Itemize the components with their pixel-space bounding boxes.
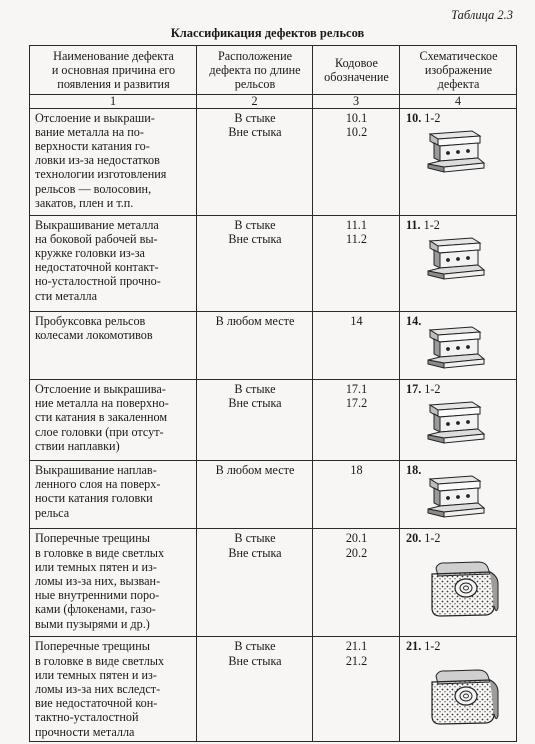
defect-name-line: ленного слоя на поверх- — [35, 477, 161, 492]
table-row — [30, 461, 517, 529]
table-row — [30, 215, 517, 311]
code-line: 20.1 — [345, 531, 368, 546]
code-cell — [313, 380, 400, 461]
schematic-label: 17. 1-2 — [406, 382, 441, 397]
rail-icon — [424, 473, 512, 526]
defect-name-line: колесами локомотивов — [35, 327, 153, 342]
defect-name-line: на боковой рабочей вы- — [35, 231, 158, 246]
defect-name-cell — [30, 108, 197, 215]
code-line: 18 — [350, 463, 363, 478]
defect-name-line: ломы из-за них вследст- — [35, 682, 161, 697]
schematic-cell — [400, 215, 517, 311]
defect-name-line: недостаточной контакт- — [35, 260, 159, 275]
table-number: Таблица 2.3 — [451, 8, 513, 22]
defect-name-line: слое головки (при отсут- — [35, 424, 164, 439]
defect-name-line: но-усталостной прочно- — [35, 274, 161, 289]
defect-name-line: прочности металла — [35, 724, 135, 739]
column-number: 2 — [197, 94, 313, 108]
code-line: 11.2 — [346, 231, 367, 246]
defect-name-line: вание металла на по- — [35, 124, 144, 139]
location-line: Вне стыка — [228, 396, 282, 411]
location-line: Вне стыка — [228, 545, 282, 560]
location-line: Вне стыка — [228, 653, 282, 668]
rail-cross-section-icon — [426, 668, 512, 729]
schematic-label: 10. 1-2 — [406, 110, 441, 125]
defect-name-cell — [30, 637, 197, 741]
table-row — [30, 311, 517, 379]
schematic-cell — [400, 311, 517, 379]
schematic-label: 11. 1-2 — [406, 217, 440, 232]
defect-name-cell — [30, 461, 197, 529]
code-cell — [313, 215, 400, 311]
defect-name-line: сти металла — [35, 288, 97, 303]
location-cell — [197, 380, 313, 461]
defect-name-cell — [30, 529, 197, 637]
location-line: В любом месте — [215, 463, 295, 478]
schematic-label: 14. — [406, 313, 422, 328]
header-row — [30, 46, 517, 95]
defect-name-line: Отслоение и выкраши- — [35, 110, 155, 125]
location-line: В стыке — [234, 110, 276, 125]
defect-name-line: ками (флокенами, газо- — [35, 602, 156, 617]
defect-name-line: в головке в виде светлых — [35, 545, 165, 560]
defect-name-cell — [30, 215, 197, 311]
location-line: Вне стыка — [228, 231, 282, 246]
defect-name-cell — [30, 380, 197, 461]
table-row — [30, 529, 517, 637]
schematic-cell — [400, 461, 517, 529]
schematic-cell — [400, 380, 517, 461]
location-cell — [197, 215, 313, 311]
defect-name-line: Поперечные трещины — [35, 639, 150, 654]
location-cell — [197, 529, 313, 637]
code-line: 17.1 — [345, 382, 368, 397]
defect-name-line: или темных пятен и из- — [35, 667, 157, 682]
defect-name-line: рельсов — волосовин, — [35, 181, 152, 196]
schematic-label: 21. 1-2 — [406, 639, 441, 654]
schematic-label: 20. 1-2 — [406, 531, 441, 546]
schematic-cell — [400, 637, 517, 741]
location-cell — [197, 461, 313, 529]
defect-name-line: выми пузырями и др.) — [35, 616, 150, 631]
code-line: 14 — [350, 313, 363, 328]
location-line: В стыке — [234, 639, 276, 654]
rail-defects-table — [29, 45, 517, 742]
rail-icon — [424, 399, 512, 452]
code-line: 21.2 — [345, 653, 368, 668]
defect-name-line: или темных пятен и из- — [35, 559, 157, 574]
schematic-cell — [400, 529, 517, 637]
table-row — [30, 380, 517, 461]
location-cell — [197, 311, 313, 379]
code-line: 10.1 — [345, 110, 368, 125]
code-line: 11.1 — [346, 217, 367, 232]
defect-name-line: ные внутренними поро- — [35, 588, 160, 603]
code-cell — [313, 461, 400, 529]
location-line: В стыке — [234, 531, 276, 546]
defect-name-line: технологии изготовления — [35, 167, 167, 182]
location-line: Вне стыка — [228, 124, 282, 139]
column-number: 4 — [400, 94, 517, 108]
defect-name-line: ности катания головки — [35, 491, 153, 506]
defect-name-line: рельса — [35, 505, 70, 520]
defect-name-line: ломы из-за них, вызван- — [35, 574, 161, 589]
code-cell — [313, 529, 400, 637]
rail-icon — [424, 324, 512, 377]
table-row — [30, 637, 517, 741]
code-cell — [313, 311, 400, 379]
defect-name-line: Выкрашивание наплав- — [35, 463, 157, 478]
defect-name-line: Отслоение и выкрашива- — [35, 382, 166, 397]
header-schematic: Схематическое изображение дефекта — [400, 46, 517, 95]
location-cell — [197, 108, 313, 215]
defect-name-line: Выкрашивание металла — [35, 217, 159, 232]
rail-icon — [424, 235, 512, 288]
header-code: Кодовое обозначение — [313, 46, 400, 95]
location-line: В стыке — [234, 382, 276, 397]
code-cell — [313, 108, 400, 215]
defect-name-line: ствии наплавки) — [35, 438, 120, 453]
defect-name-cell — [30, 311, 197, 379]
defect-name-line: вие недостаточной кон- — [35, 696, 158, 711]
table-title: Классификация дефектов рельсов — [170, 26, 365, 40]
column-number: 3 — [313, 94, 400, 108]
schematic-cell — [400, 108, 517, 215]
rail-icon — [424, 128, 512, 181]
schematic-label: 18. — [406, 463, 422, 478]
defect-name-line: в головке в виде светлых — [35, 653, 165, 668]
defect-name-line: верхности катания го- — [35, 139, 150, 154]
defect-name-line: закатов, плен и т.п. — [35, 195, 134, 210]
location-line: В стыке — [234, 217, 276, 232]
defect-name-line: тактно-усталостной — [35, 710, 139, 725]
defect-name-line: ловки из-за недостатков — [35, 153, 160, 168]
table-row — [30, 108, 517, 215]
location-line: В любом месте — [215, 313, 295, 328]
code-line: 20.2 — [345, 545, 368, 560]
defect-name-line: Пробуксовка рельсов — [35, 313, 146, 328]
header-location: Расположение дефекта по длине рельсов — [197, 46, 313, 95]
defect-name-line: кружке головки из-за — [35, 246, 145, 261]
code-line: 21.1 — [345, 639, 368, 654]
code-line: 10.2 — [345, 124, 368, 139]
header-name: Наименование дефекта и основная причина его появления и развития — [30, 46, 197, 95]
defect-name-line: ние металла на поверхно- — [35, 396, 169, 411]
column-number: 1 — [30, 94, 197, 108]
column-number-row — [30, 94, 517, 108]
location-cell — [197, 637, 313, 741]
defect-name-line: сти катания в закаленном — [35, 410, 168, 425]
code-cell — [313, 637, 400, 741]
defect-name-line: Поперечные трещины — [35, 531, 150, 546]
rail-cross-section-icon — [426, 560, 512, 621]
code-line: 17.2 — [345, 396, 368, 411]
